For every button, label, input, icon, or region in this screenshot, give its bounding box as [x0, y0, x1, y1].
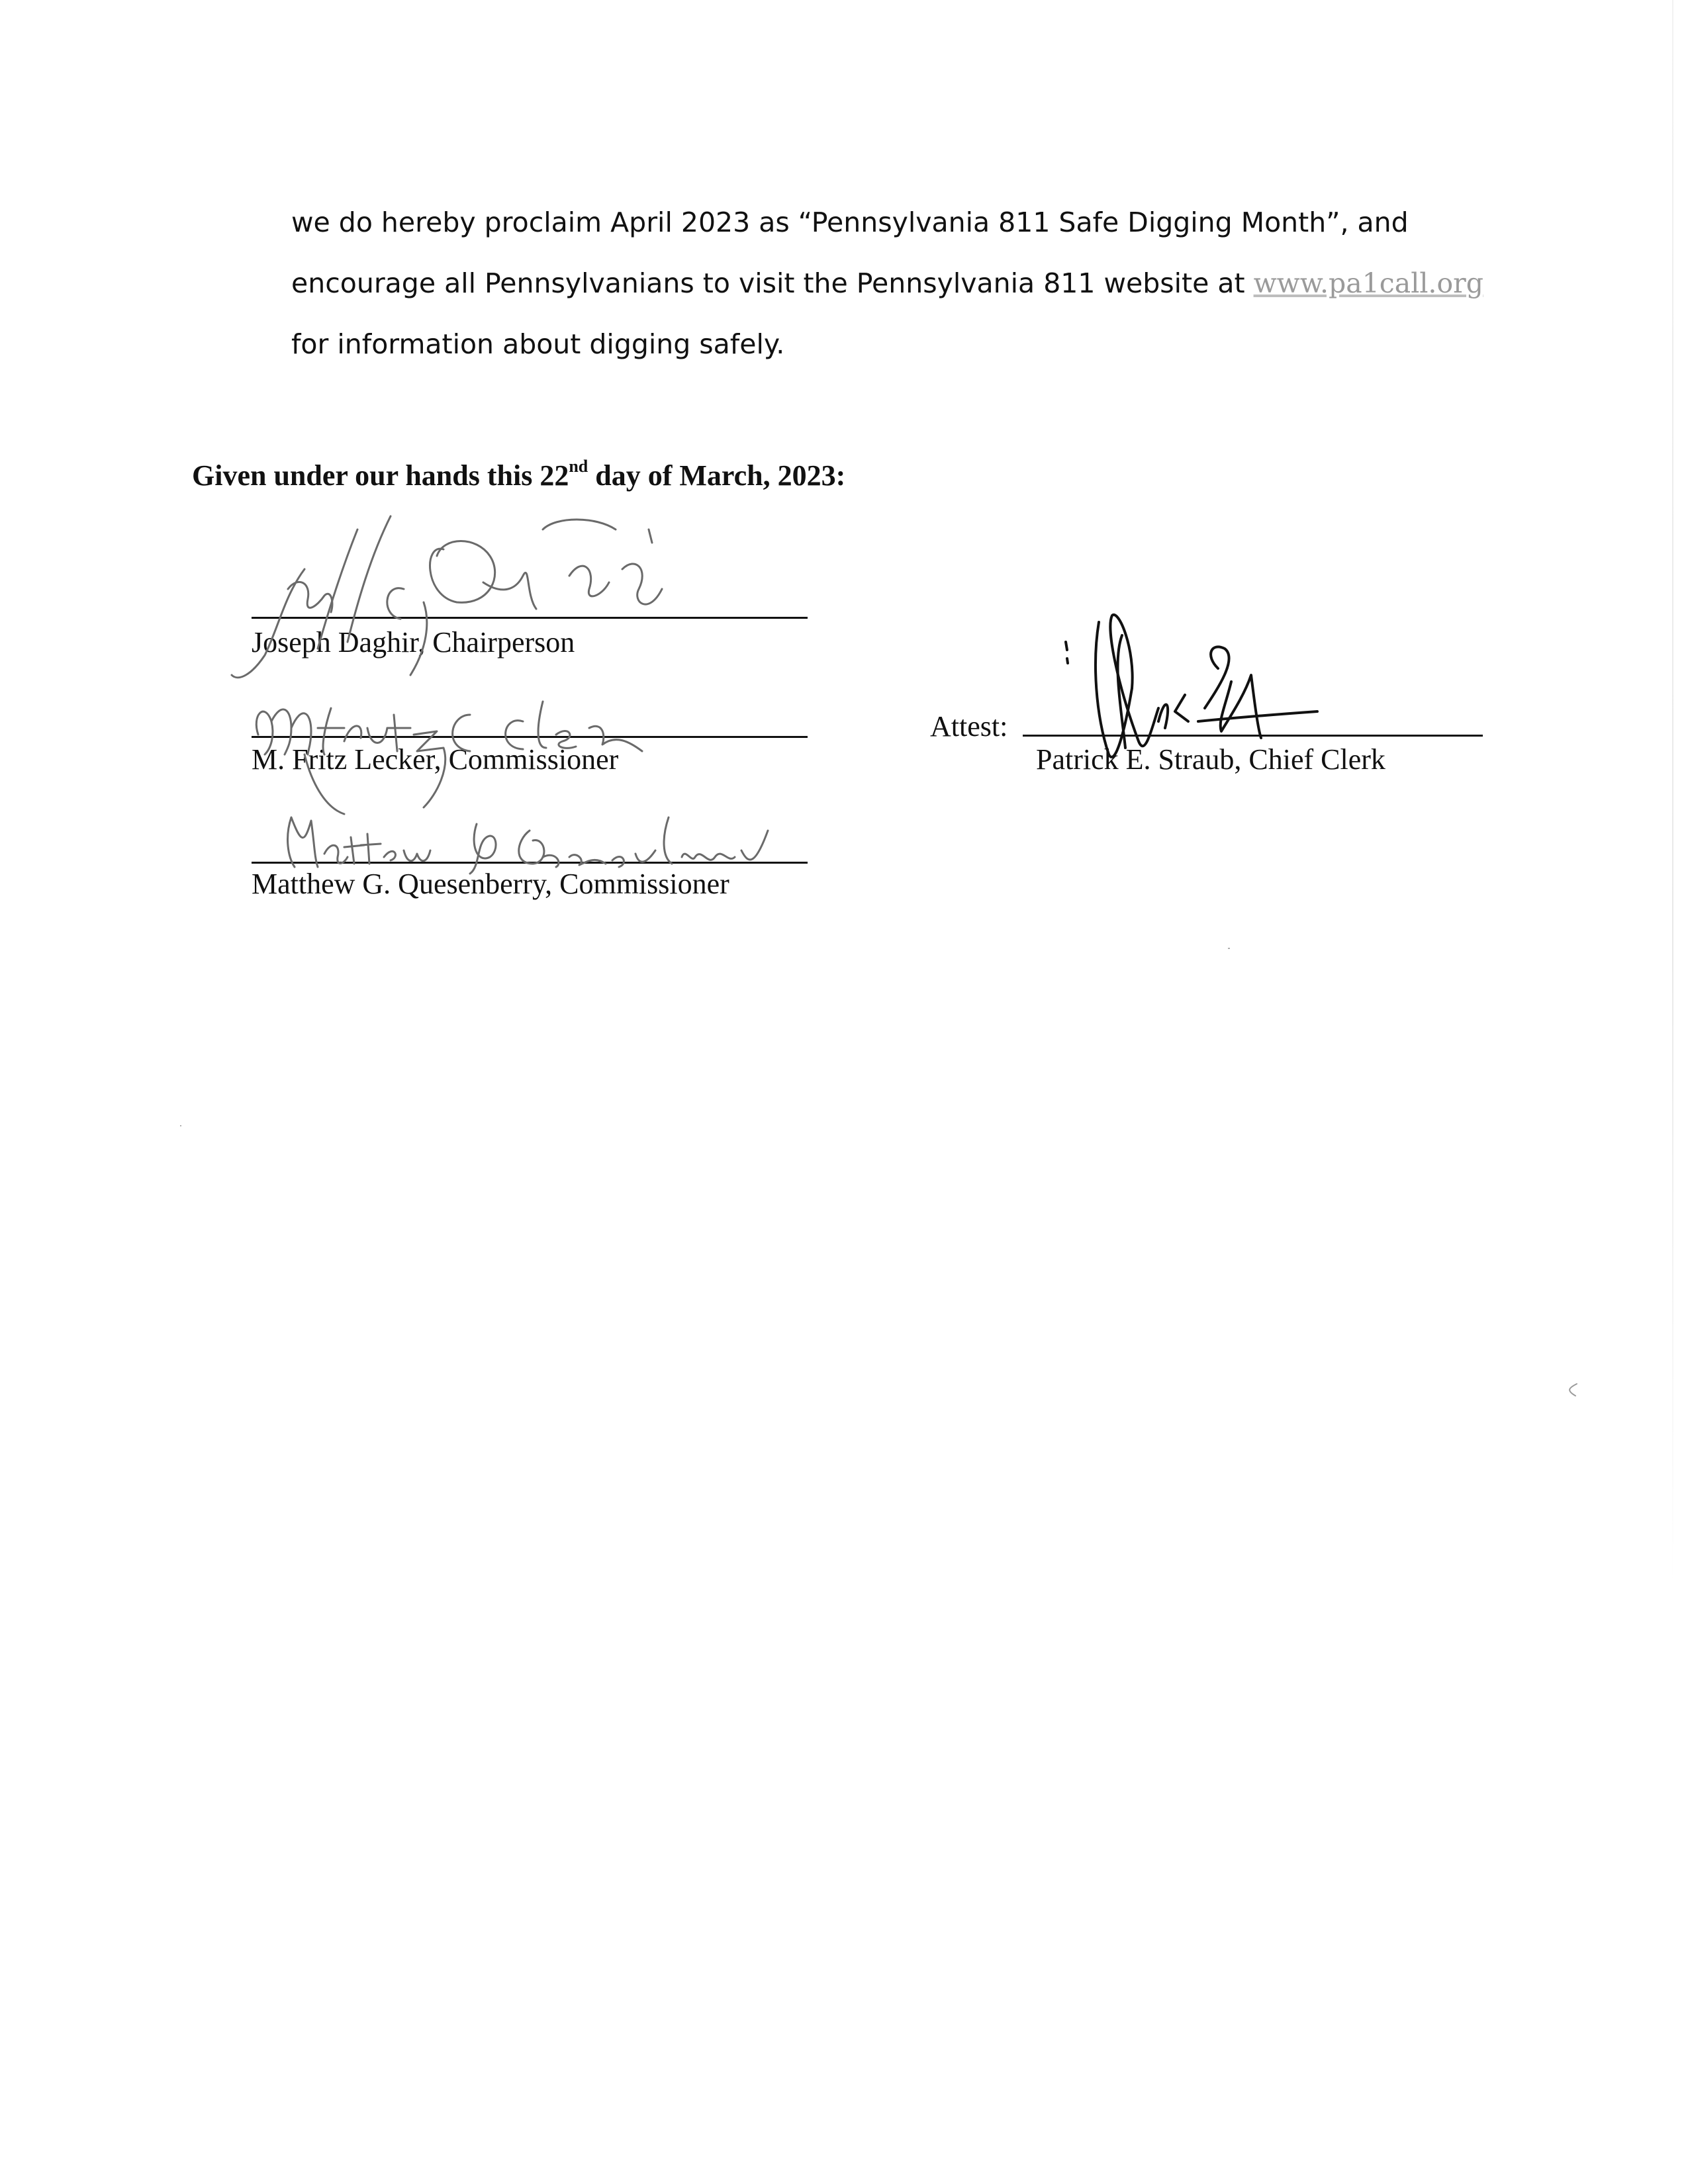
- proclamation-line-2-text: encourage all Pennsylvanians to visit the Pennsylvania 811 website at: [291, 267, 1254, 299]
- signatory-name-commissioner-2: Matthew G. Quesenberry, Commissioner: [252, 868, 729, 900]
- scan-mark-check: [1562, 1380, 1582, 1400]
- given-suffix: day of March, 2023:: [588, 459, 846, 492]
- signature-4-image: [1059, 596, 1337, 768]
- given-under-hands-statement: [192, 457, 845, 492]
- signatory-name-chairperson: Joseph Daghir, Chairperson: [252, 626, 575, 659]
- attest-name: Patrick E. Straub, Chief Clerk: [1036, 743, 1385, 776]
- given-superscript: nd: [569, 457, 588, 476]
- signature-2-image: [245, 675, 695, 821]
- given-prefix: Given under our hands this 22: [192, 459, 569, 492]
- proclamation-line-1: we do hereby proclaim April 2023 as “Pennsylvania 811 Safe Digging Month”, and: [291, 206, 1409, 238]
- signature-3-image: [278, 804, 794, 877]
- proclamation-paragraph: [291, 192, 1536, 375]
- proclamation-line-2: [291, 253, 1536, 314]
- signatory-name-commissioner-1: M. Fritz Lecker, Commissioner: [252, 743, 619, 776]
- signature-1-image: [225, 490, 688, 688]
- scan-speck-1: [1228, 948, 1230, 949]
- scan-speck-2: [180, 1125, 181, 1126]
- proclamation-line-3: for information about digging safely.: [291, 328, 785, 360]
- website-link[interactable]: www.pa1call.org: [1253, 267, 1483, 299]
- scan-edge-shadow: [1672, 0, 1673, 1588]
- attest-label: Attest:: [930, 710, 1008, 743]
